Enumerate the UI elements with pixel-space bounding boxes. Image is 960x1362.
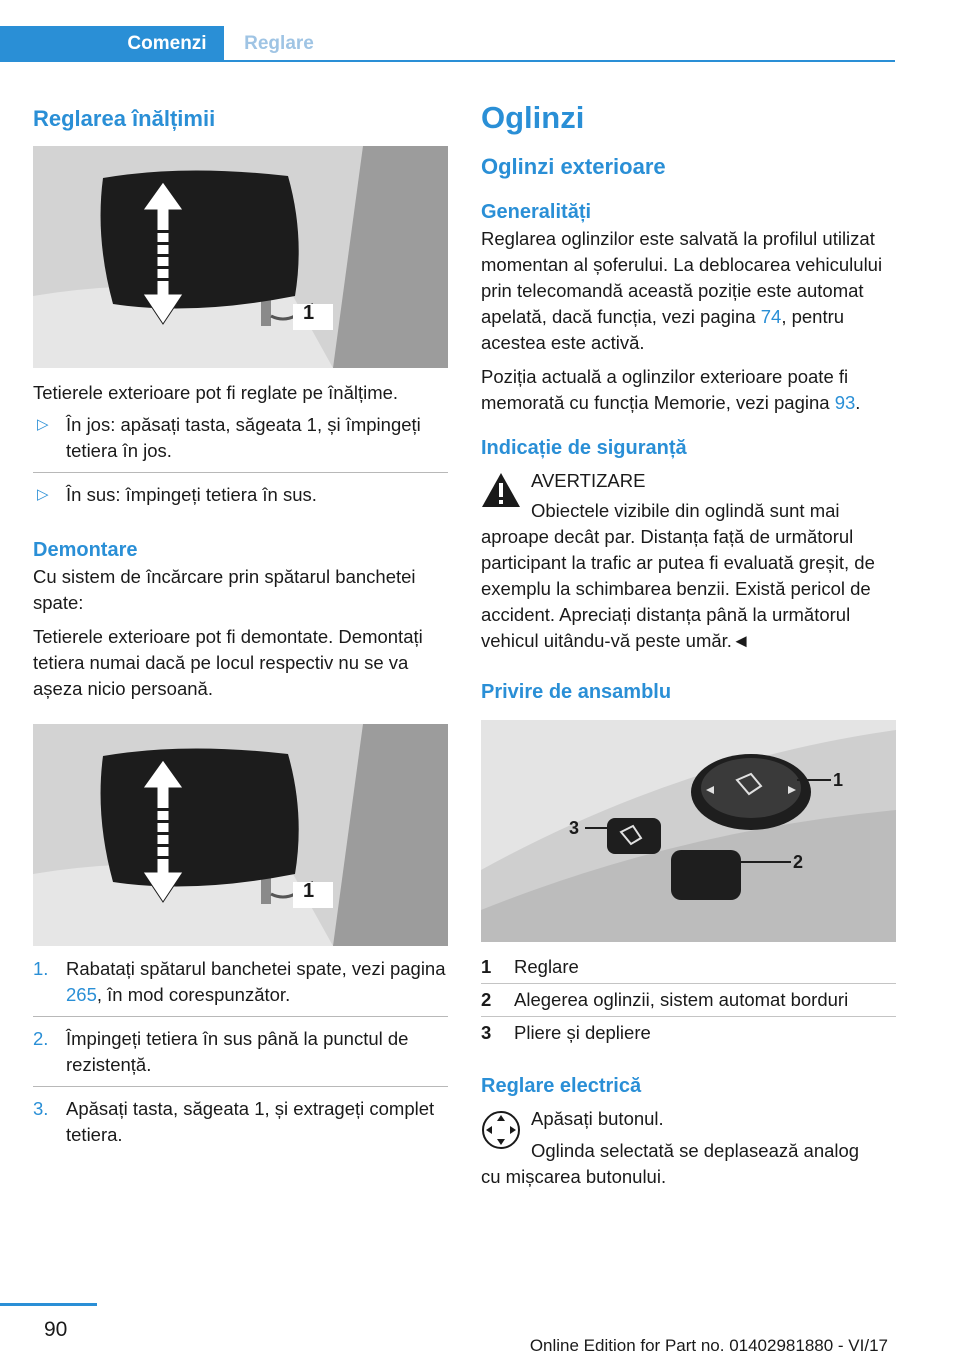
header-divider xyxy=(0,60,895,62)
headrest-figure-2 xyxy=(33,724,448,946)
electric-line-2: Oglinda selectată se deplasează analog xyxy=(531,1140,860,1161)
general-p1-text: Reglarea oglinzilor este salvată la profilul utilizat momentan al șoferului. La deblocarea vehiculului prin telecomandă această poziție este automat apelată, dacă funcția, vezi pagina xyxy=(481,228,883,327)
bullet-divider xyxy=(33,472,448,473)
warning-block xyxy=(481,468,896,654)
height-bullets xyxy=(33,412,448,508)
general-p2-text-end: . xyxy=(855,392,861,413)
legend-divider xyxy=(481,1016,896,1017)
step-divider xyxy=(33,1086,448,1087)
figure-1-callout: 1 xyxy=(303,302,315,324)
electric-line-1: Apăsați butonul. xyxy=(531,1108,664,1129)
heading-overview: Privire de ansamblu xyxy=(481,681,672,703)
general-paragraph-1 xyxy=(481,226,896,356)
figure-callout-2: 2 xyxy=(793,852,804,872)
bullet-triangle-icon: ▷ xyxy=(37,416,49,433)
heading-safety: Indicație de siguranță xyxy=(481,437,687,459)
intro-text: Tetierele exterioare pot fi reglate pe înălțime. xyxy=(33,382,399,403)
warning-text-first: Obiectele vizibile din oglindă sunt mai xyxy=(531,500,840,521)
warning-text-rest: aproape decât par. Distanța față de următorul participant la trafic ar putea fi evaluată greșit, de exemplu la schimbarea benzii. Există pericol de accident. Apreciați distanța până la următorul vehicul uitându-vă peste umăr.◄ xyxy=(481,526,875,651)
legend-row-3 xyxy=(481,1020,896,1046)
heading-mirrors: Oglinzi xyxy=(481,100,585,135)
legend-value: Pliere și depliere xyxy=(514,1022,651,1043)
step-2-text: Împingeți tetiera în sus până la punctul de rezistență. xyxy=(66,1028,409,1075)
right-column xyxy=(481,98,896,1190)
mirror-switch-figure xyxy=(481,720,896,942)
footer-accent-line xyxy=(0,1303,97,1306)
step-3 xyxy=(33,1096,448,1148)
bullet-up xyxy=(33,482,448,508)
step-1-text-end: , în mod corespunzător. xyxy=(96,984,291,1005)
general-p1-text-end: , pentru acestea este activă. xyxy=(481,306,845,353)
heading-general: Generalități xyxy=(481,201,592,223)
remove-paragraph-2: Tetierele exterioare pot fi demontate. Demontați tetiera numai dacă pe locul respectiv nu se va așeza nicio persoană. xyxy=(33,626,423,699)
left-column xyxy=(33,98,448,1148)
step-number: 3. xyxy=(33,1098,49,1119)
legend-value: Alegerea oglinzii, sistem automat borduri xyxy=(514,989,849,1010)
heading-exterior-mirrors: Oglinzi exterioare xyxy=(481,154,666,179)
headrest-figure-1 xyxy=(33,146,448,368)
remove-steps xyxy=(33,956,448,1148)
figure-legend xyxy=(481,954,896,1046)
tab-comenzi[interactable]: Comenzi xyxy=(110,26,224,62)
mirror-switch-illustration xyxy=(481,720,896,942)
step-1 xyxy=(33,956,448,1008)
legend-row-1 xyxy=(481,954,896,980)
page-number: 90 xyxy=(44,1318,68,1341)
step-divider xyxy=(33,1016,448,1017)
legend-value: Reglare xyxy=(514,956,579,977)
general-paragraph-2 xyxy=(481,364,896,416)
step-2 xyxy=(33,1026,448,1078)
page-link-93[interactable]: 93 xyxy=(834,392,856,413)
step-number: 2. xyxy=(33,1028,49,1049)
heading-electric-adjust: Reglare electrică xyxy=(481,1075,642,1097)
warning-title: AVERTIZARE xyxy=(531,470,646,491)
bullet-up-text: În sus: împingeți tetiera în sus. xyxy=(66,484,317,505)
step-3-text: Apăsați tasta, săgeata 1, și extrageți complet tetiera. xyxy=(66,1098,435,1145)
legend-key: 2 xyxy=(481,989,492,1010)
heading-remove: Demontare xyxy=(33,539,138,561)
edition-footnote: Online Edition for Part no. 01402981880 - VI/17 xyxy=(529,1336,888,1355)
legend-key: 3 xyxy=(481,1022,492,1043)
page-link-74[interactable]: 74 xyxy=(760,306,782,327)
electric-block xyxy=(481,1106,896,1190)
page-link-265[interactable]: 265 xyxy=(66,984,97,1005)
headrest-illustration xyxy=(33,146,448,368)
bullet-triangle-icon: ▷ xyxy=(37,486,49,503)
legend-divider xyxy=(481,983,896,984)
remove-paragraph-1: Cu sistem de încărcare prin spătarul banchetei spate: xyxy=(33,566,416,613)
tab-reglare[interactable]: Reglare xyxy=(244,33,314,54)
bullet-down xyxy=(33,412,448,464)
headrest-illustration xyxy=(33,724,448,946)
header-tabbar xyxy=(0,26,895,62)
step-1-text: Rabatați spătarul banchetei spate, vezi pagina xyxy=(66,958,446,979)
tab-lead-bar xyxy=(0,26,110,62)
electric-line-2-rest: cu mișcarea butonului. xyxy=(481,1166,667,1187)
bullet-down-text: În jos: apăsați tasta, săgeata 1, și împingeți tetiera în jos. xyxy=(66,414,421,461)
figure-2-callout: 1 xyxy=(303,880,315,902)
legend-key: 1 xyxy=(481,956,492,977)
general-p2-text: Poziția actuală a oglinzilor exterioare poate fi memorată cu funcția Memorie, vezi pagina xyxy=(481,366,849,413)
legend-row-2 xyxy=(481,987,896,1013)
heading-height-adjust: Reglarea înălțimii xyxy=(33,106,216,131)
figure-callout-1: 1 xyxy=(833,770,844,790)
step-number: 1. xyxy=(33,958,49,979)
figure-callout-3: 3 xyxy=(569,818,580,838)
